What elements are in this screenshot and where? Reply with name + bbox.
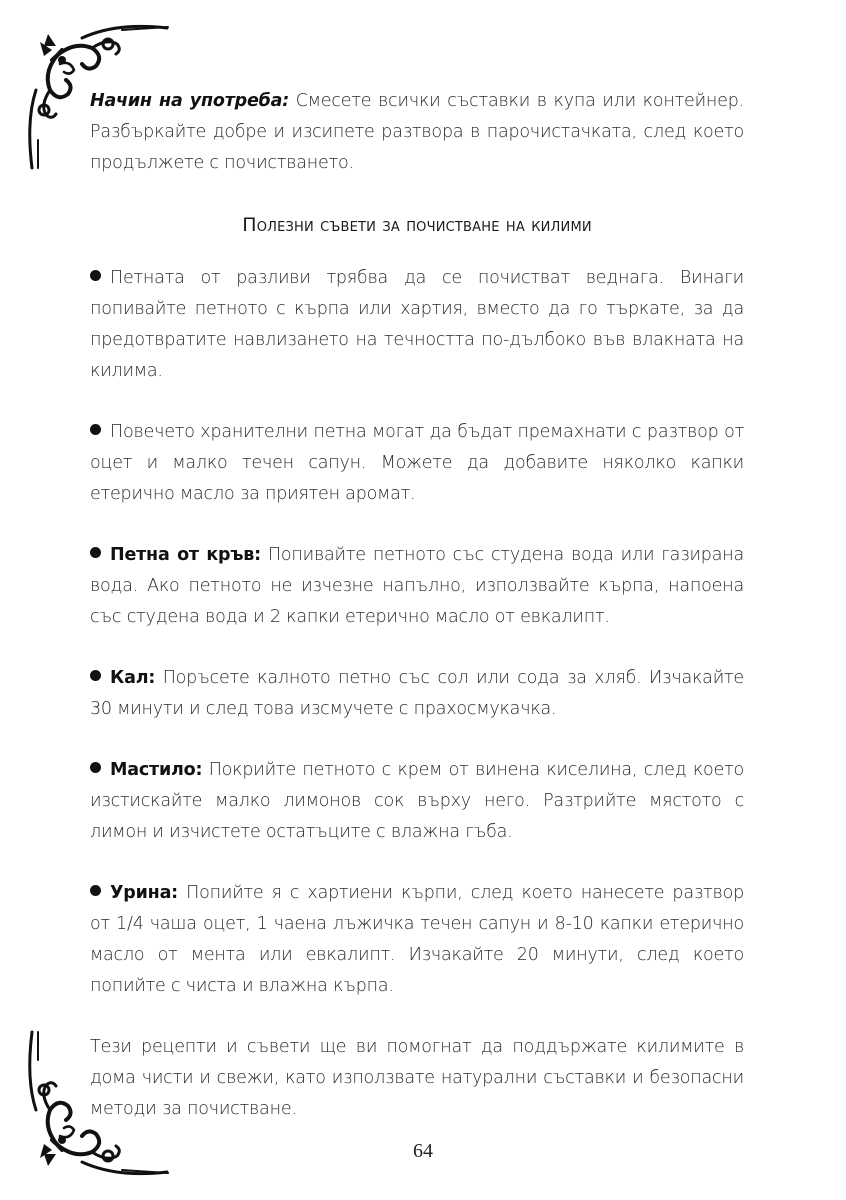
usage-paragraph [90,86,744,179]
tip-label: Кал: [110,668,156,688]
tip-label: Урина: [110,883,178,903]
usage-label: Начин на употреба: [90,91,290,111]
tip-text: Повечето хранителни петна могат да бъдат премахнати с разтвор от оцет и малко течен сапун. Можете да добавите няколко капки етерично масло за приятен аромат. [90,422,744,504]
usage-text: Смесете всички съставки в купа или контейнер. Разбъркайте добре и изсипете разтвора в парочистачката, след което продължете с почистването. [90,91,744,173]
closing-paragraph: Тези рецепти и съвети ще ви помогнат да поддържате килимите в дома чисти и свежи, като използвате натурални съставки и безопасни методи за почистване. [90,1037,744,1119]
tip-item [90,417,744,510]
page-number: 64 [413,1140,433,1162]
section-heading: Полезни съвети за почистване на килими [242,214,592,236]
tip-text: Петната от разливи трябва да се почистват веднага. Винаги попивайте петното с кърпа или хартия, вместо да го търкате, за да предотвратите навлизането на течността по-дълбоко във влакната на килима. [90,268,744,381]
tip-label: Мастило: [110,760,203,780]
tip-text: Покрийте петното с крем от винена киселина, след което изстискайте малко лимонов сок върху него. Разтрийте мястото с лимон и изчистете остатъците с влажна гъба. [90,760,744,842]
tip-item [90,663,744,725]
page-content [90,86,744,1125]
bullet-icon [90,762,101,773]
bullet-icon [90,547,101,558]
tip-item [90,755,744,848]
tip-item [90,263,744,387]
tip-item [90,540,744,633]
tip-text: Поръсете калното петно със сол или сода за хляб. Изчакайте 30 минути и след това изсмучете с прахосмукачка. [90,668,744,719]
tip-text: Попивайте петното със студена вода или газирана вода. Ако петното не изчезне напълно, използвайте кърпа, напоена със студена вода и 2 капки етерично масло от евкалипт. [90,545,744,627]
tip-item [90,878,744,1002]
bullet-icon [90,670,101,681]
bullet-icon [90,885,101,896]
tip-text: Попийте я с хартиени кърпи, след което нанесете разтвор от 1/4 чаша оцет, 1 чаена лъжичка течен сапун и 8-10 капки етерично масло от мента или евкалипт. Изчакайте 20 минути, след което попийте с чиста и влажна кърпа. [90,883,744,996]
bullet-icon [90,270,101,281]
bullet-icon [90,424,101,435]
tip-label: Петна от кръв: [110,545,261,565]
